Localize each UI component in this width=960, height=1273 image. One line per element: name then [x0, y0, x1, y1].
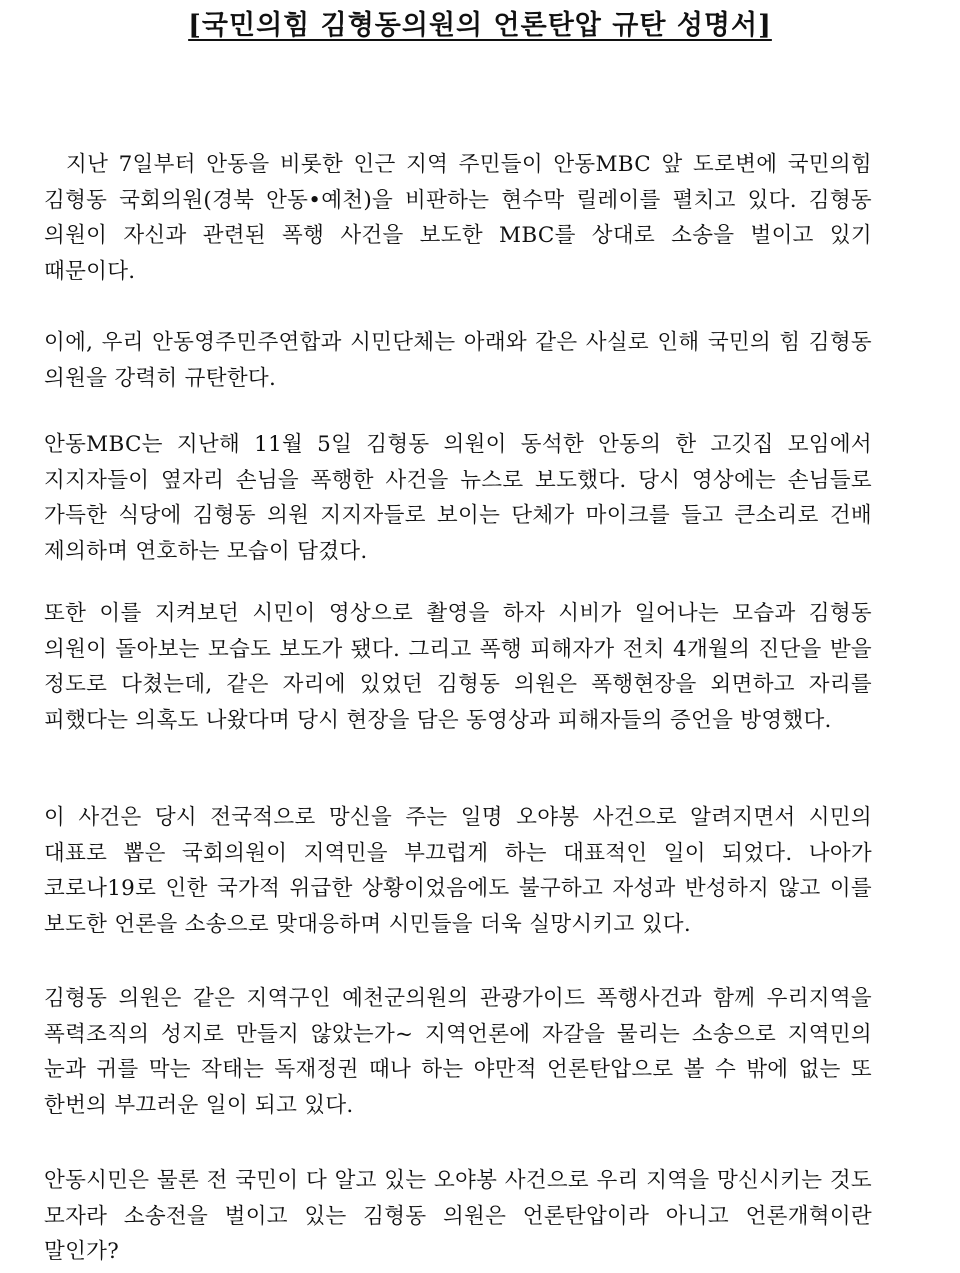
paragraph-press-suppression: 김형동 의원은 같은 지역구인 예천군의원의 관광가이드 폭행사건과 함께 우리지역을 폭력조직의 성지로 만들지 않았는가~ 지역언론에 자갈을 물리는 소송으로 지역민의 눈과 귀를 막는 작태는 독재정권 때나 하는 야만적 언론탄압으로 볼 수 밖에 없는 또 한번의 부끄러운 일이 되고 있다.	[44, 986, 872, 1118]
paragraph-national-disgrace: 이 사건은 당시 전국적으로 망신을 주는 일명 오야봉 사건으로 알려지면서 시민의 대표로 뽑은 국회의원이 지역민을 부끄럽게 하는 대표적인 일이 되었다. 나아가 코로나19로 인한 국가적 위급한 상황이었음에도 불구하고 자성과 반성하지 않고 이를 보도한 언론을 소송으로 맞대응하며 시민들을 더욱 실망시키고 있다.	[44, 805, 872, 937]
paragraph-intro: 지난 7일부터 안동을 비롯한 인근 지역 주민들이 안동MBC 앞 도로변에 국민의힘 김형동 국회의원(경북 안동•예천)을 비판하는 현수막 릴레이를 펼치고 있다. 김형동 의원이 자신과 관련된 폭행 사건을 보도한 MBC를 상대로 소송을 벌이고 있기 때문이다.	[44, 152, 872, 284]
paragraph-assault-details: 또한 이를 지켜보던 시민이 영상으로 촬영을 하자 시비가 일어나는 모습과 김형동 의원이 돌아보는 모습도 보도가 됐다. 그리고 폭행 피해자가 전치 4개월의 진단을 받을 정도로 다쳤는데, 같은 자리에 있었던 김형동 의원은 폭행현장을 외면하고 자리를 피했다는 의혹도 나왔다며 당시 현장을 담은 동영상과 피해자들의 증언을 방영했다.	[44, 601, 872, 733]
paragraph-closing-question: 안동시민은 물론 전 국민이 다 알고 있는 오야봉 사건으로 우리 지역을 망신시키는 것도 모자라 소송전을 벌이고 있는 김형동 의원은 언론탄압이라 아니고 언론개혁이란 말인가?	[44, 1168, 872, 1264]
paragraph-condemnation: 이에, 우리 안동영주민주연합과 시민단체는 아래와 같은 사실로 인해 국민의 힘 김형동 의원을 강력히 규탄한다.	[44, 330, 872, 391]
document-title-text: [국민의힘 김형동의원의 언론탄압 규탄 성명서]	[188, 10, 772, 41]
paragraph-mbc-report: 안동MBC는 지난해 11월 5일 김형동 의원이 동석한 안동의 한 고깃집 모임에서 지지자들이 옆자리 손님을 폭행한 사건을 뉴스로 보도했다. 당시 영상에는 손님들로 가득한 식당에 김형동 의원 지지자들로 보이는 단체가 마이크를 들고 큰소리로 건배 제의하며 연호하는 모습이 담겼다.	[44, 432, 872, 564]
document-title	[0, 6, 960, 46]
